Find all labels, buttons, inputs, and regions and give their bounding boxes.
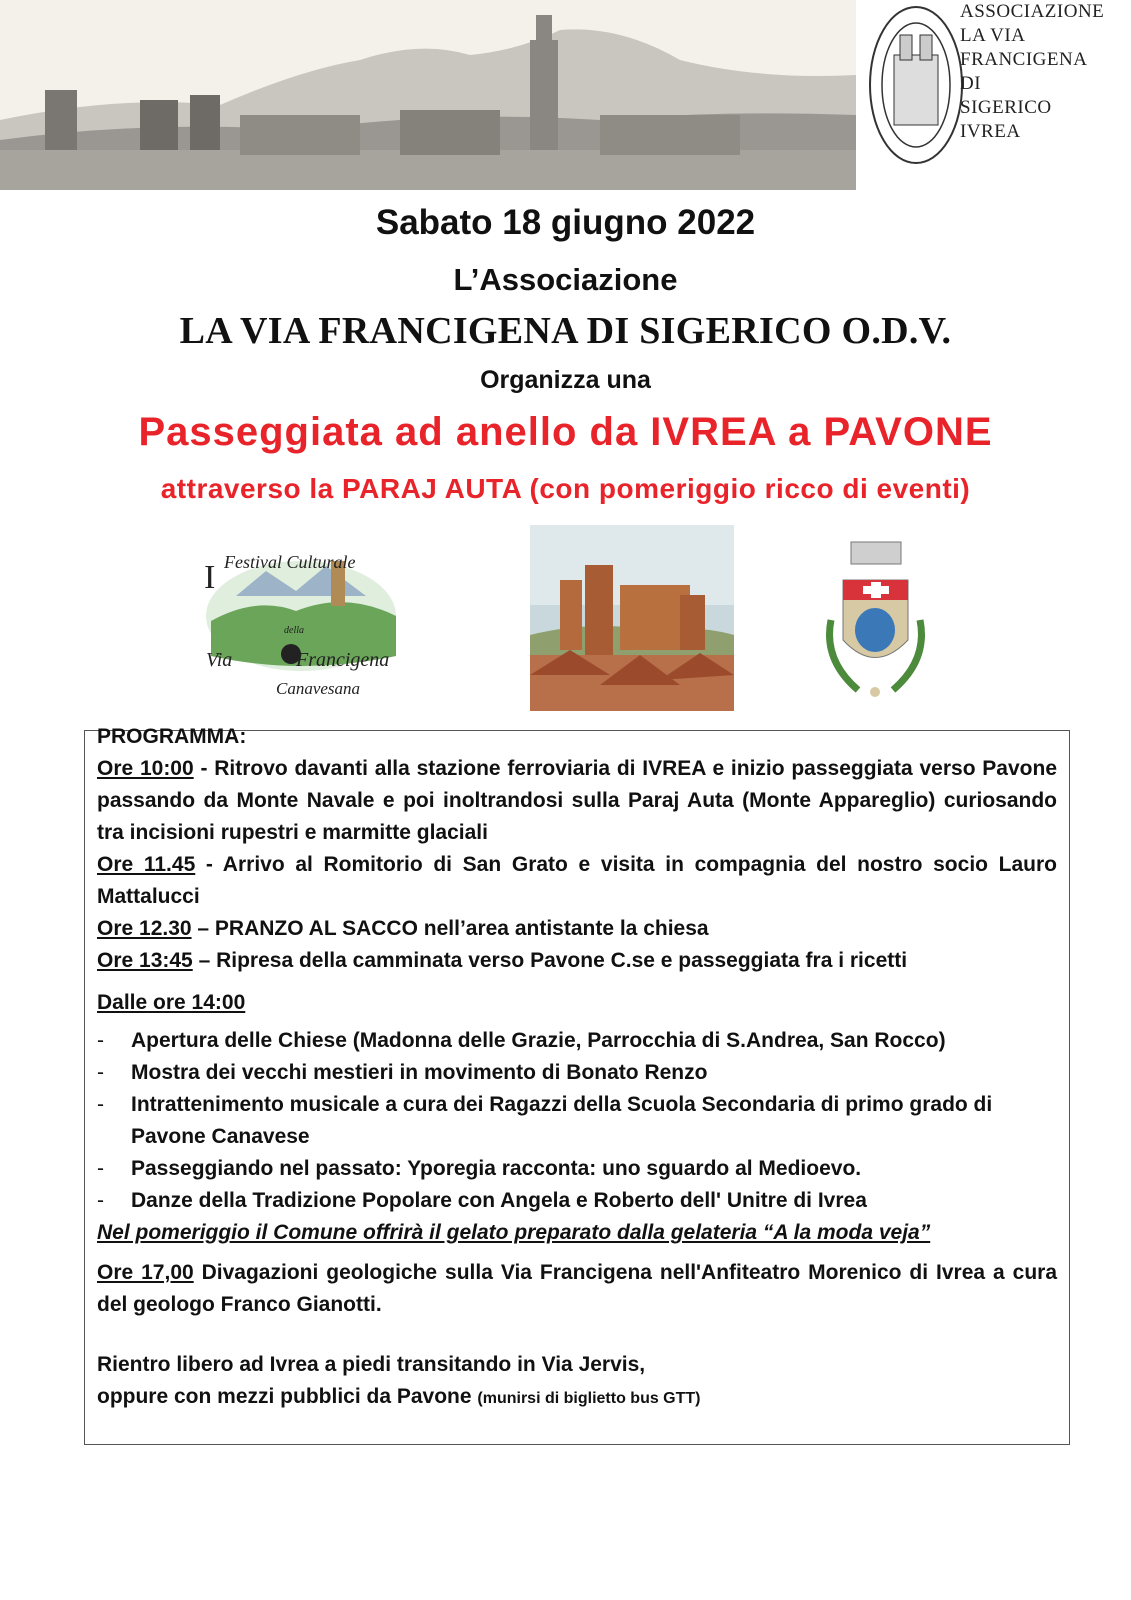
logo-text-line: ASSOCIAZIONE bbox=[960, 1, 1105, 22]
event-subtitle: attraverso la PARAJ AUTA (con pomeriggio ricco di eventi) bbox=[160, 473, 971, 504]
program-text: – Ripresa della camminata verso Pavone C.se e passeggiata fra i ricetti bbox=[192, 949, 908, 972]
program-item bbox=[97, 945, 1057, 977]
header-sketch-illustration bbox=[0, 0, 856, 190]
logo-text-line: LA VIA bbox=[960, 25, 1026, 46]
program-text: – PRANZO AL SACCO nell’area antistante la chiesa bbox=[191, 917, 709, 940]
program-content bbox=[97, 725, 1058, 1415]
svg-text:Festival Culturale: Festival Culturale bbox=[224, 552, 356, 572]
return-line-2 bbox=[97, 1381, 1057, 1415]
svg-text:Via: Via bbox=[206, 649, 233, 671]
return-line-1: Rientro libero ad Ivrea a piedi transitando in Via Jervis, bbox=[97, 1353, 646, 1376]
evening-item bbox=[97, 1257, 1057, 1321]
logo-text-line: SIGERICO bbox=[960, 97, 1052, 118]
return-note: (munirsi di biglietto bus GTT) bbox=[477, 1390, 701, 1407]
list-item: - Apertura delle Chiese (Madonna delle Grazie, Parrocchia di S.Andrea, San Rocco) bbox=[97, 1025, 1057, 1057]
association-name: LA VIA FRANCIGENA DI SIGERICO O.D.V. bbox=[179, 310, 952, 352]
logo-text-line: IVREA bbox=[960, 121, 1021, 142]
afternoon-list bbox=[97, 1025, 1057, 1217]
logo-text-line: DI bbox=[960, 73, 982, 94]
evening-time: Ore 17,00 bbox=[97, 1261, 194, 1284]
association-logo-text bbox=[960, 0, 1104, 144]
svg-text:Canavesana: Canavesana bbox=[276, 679, 361, 698]
program-item bbox=[97, 913, 1057, 945]
program-time: Ore 10:00 bbox=[97, 757, 194, 780]
svg-text:Francigena: Francigena bbox=[296, 649, 390, 671]
program-text: - Ritrovo davanti alla stazione ferroviaria di IVREA e inizio passeggiata verso Pavone passando da Monte Navale e poi inoltrandosi sulla Paraj Auta (Monte Appareglio) curiosando tra incisioni rupestri e marmitte glaciali bbox=[97, 757, 1058, 844]
program-item bbox=[97, 849, 1057, 913]
pavone-coat-of-arms bbox=[813, 540, 938, 715]
event-title: Passeggiata ad anello da IVREA a PAVONE bbox=[138, 410, 993, 454]
list-item: - Passeggiando nel passato: Yporegia racconta: uno sguardo al Medioevo. bbox=[97, 1153, 1057, 1185]
list-item: - Mostra dei vecchi mestieri in movimento di Bonato Renzo bbox=[97, 1057, 1057, 1089]
evening-text: Divagazioni geologiche sulla Via Francigena nell'Anfiteatro Morenico di Ivrea a cura del geologo Franco Gianotti. bbox=[97, 1261, 1057, 1316]
program-time: Ore 11.45 bbox=[97, 853, 196, 876]
afternoon-heading-text: Dalle ore 14:00 bbox=[97, 991, 246, 1014]
afternoon-heading bbox=[97, 987, 1057, 1019]
association-line: L’Associazione bbox=[453, 262, 678, 297]
list-item: - Intrattenimento musicale a cura dei Ragazzi della Scuola Secondaria di primo grado di Pavone Canavese bbox=[97, 1089, 1057, 1153]
program-time: Ore 12.30 bbox=[97, 917, 192, 940]
organizza-line: Organizza una bbox=[480, 366, 651, 394]
festival-culturale-logo bbox=[196, 536, 406, 706]
program-item bbox=[97, 753, 1057, 849]
program-time: Ore 13:45 bbox=[97, 949, 193, 972]
logo-text-line: FRANCIGENA bbox=[960, 49, 1088, 70]
program-text: - Arrivo al Romitorio di San Grato e visita in compagnia del nostro socio Lauro Mattalucci bbox=[97, 853, 1057, 908]
list-item: - Danze della Tradizione Popolare con Angela e Roberto dell' Unitre di Ivrea bbox=[97, 1185, 1057, 1217]
program-heading: PROGRAMMA: bbox=[97, 725, 247, 748]
castle-painting-image bbox=[530, 525, 734, 711]
festival-logo-line1: I bbox=[204, 559, 216, 596]
gelato-note: Nel pomeriggio il Comune offrirà il gelato preparato dalla gelateria “A la moda veja” bbox=[97, 1221, 931, 1244]
return-text: oppure con mezzi pubblici da Pavone bbox=[97, 1385, 472, 1408]
event-date: Sabato 18 giugno 2022 bbox=[375, 203, 756, 242]
svg-text:della: della bbox=[284, 625, 304, 636]
program-box bbox=[84, 725, 1070, 1445]
